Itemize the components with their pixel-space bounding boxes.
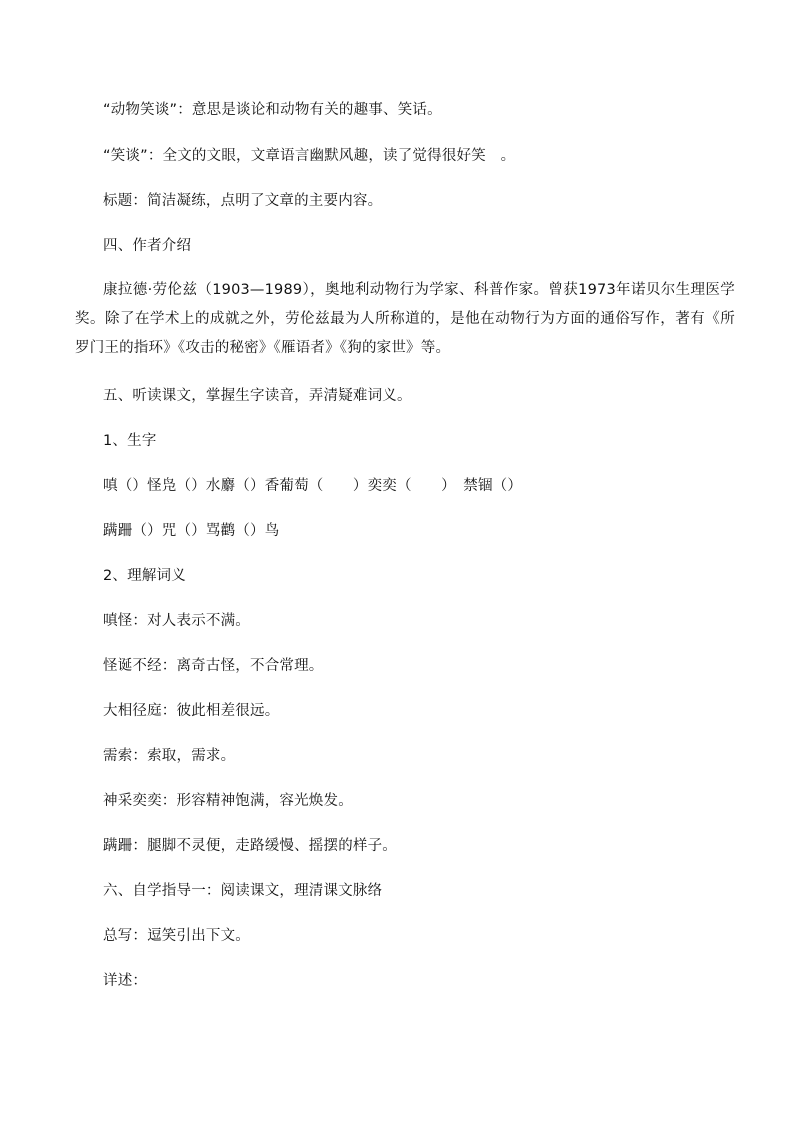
vocab-item: 蹒跚：腿脚不灵便，走路缓慢、摇摆的样子。 — [103, 838, 397, 854]
section-heading-reading: 五、听读课文，掌握生字读音，弄清疑难词义。 — [103, 388, 412, 404]
vocab-item: 神采奕奕：形容精神饱满，容光焕发。 — [103, 793, 353, 809]
outline-detail: 详述： — [103, 973, 148, 989]
characters-line-1: 嗔（）怪凫（）水麝（）香葡萄（ ）奕奕（ ） 禁锢（） — [103, 478, 523, 494]
subheading-vocabulary: 2、理解词义 — [103, 568, 186, 584]
characters-line-2: 蹒跚（）咒（）骂鹳（）鸟 — [103, 523, 280, 539]
vocab-item: 嗔怪：对人表示不满。 — [103, 613, 250, 629]
vocab-item: 怪诞不经：离奇古怪，不合常理。 — [103, 658, 324, 674]
definition-jokes: “笑谈”：全文的文眼，文章语言幽默风趣，读了觉得很好笑 。 — [103, 148, 516, 164]
vocab-item: 需索：索取，需求。 — [103, 748, 236, 764]
definition-title: 标题：简洁凝练，点明了文章的主要内容。 — [103, 193, 383, 209]
section-heading-self-study: 六、自学指导一：阅读课文，理清课文脉络 — [103, 883, 383, 899]
outline-summary: 总写：逗笑引出下文。 — [103, 928, 250, 944]
section-heading-author: 四、作者介绍 — [103, 238, 192, 254]
author-paragraph: 康拉德·劳伦兹（1903—1989），奥地利动物行为学家、科普作家。曾获1973年诺贝尔生理医学奖。除了在学术上的成就之外，劳伦兹最为人所称道的，是他在动物行为方面的通俗写作，著有《所罗门王的指环》《攻击的秘密》《雁语者》《狗的家世》等。 — [75, 282, 735, 356]
vocab-item: 大相径庭：彼此相差很远。 — [103, 703, 280, 719]
subheading-new-characters: 1、生字 — [103, 433, 157, 449]
definition-animal-jokes: “动物笑谈”：意思是谈论和动物有关的趣事、笑话。 — [103, 102, 442, 118]
